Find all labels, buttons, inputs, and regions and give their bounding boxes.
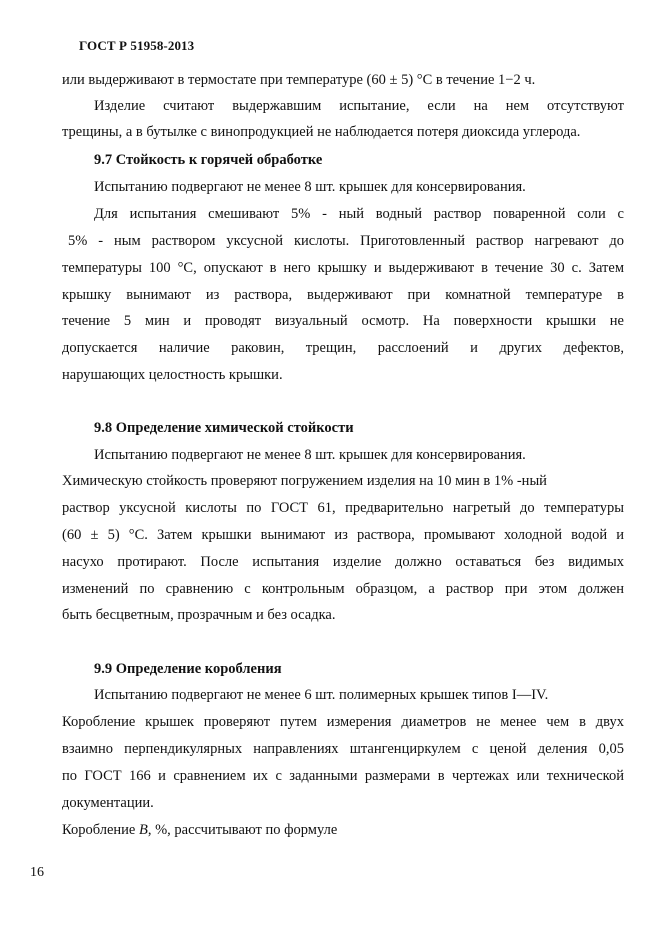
text-line: Испытанию подвергают не менее 8 шт. крышек для консервирования. [94, 447, 526, 463]
text-line: Испытанию подвергают не менее 8 шт. крышек для консервирования. [94, 179, 526, 195]
text-line: Испытанию подвергают не менее 6 шт. полимерных крышек типов I—IV. [94, 687, 549, 703]
formula-intro-line [62, 820, 624, 840]
text-line: быть бесцветным, прозрачным и без осадка. [62, 607, 336, 623]
page-number: 16 [30, 865, 44, 880]
text-line: течение 5 мин и проводят визуальный осмотр. На поверхности крышки не [62, 313, 624, 329]
text-line: или выдерживают в термостате при температуре (60 ± 5) °С в течение 1−2 ч. [62, 72, 536, 88]
text-line: раствор уксусной кислоты по ГОСТ 61, предварительно нагретый до температуры [62, 500, 624, 516]
text-line: насухо протирают. После испытания изделие должно оставаться без видимых [62, 554, 624, 570]
section-heading: 9.7 Стойкость к горячей обработке [94, 152, 323, 168]
document-header: ГОСТ Р 51958-2013 [79, 38, 195, 53]
section-heading: 9.9 Определение коробления [94, 661, 282, 677]
section-heading: 9.8 Определение химической стойкости [94, 420, 354, 436]
text-line: допускается наличие раковин, трещин, расслоений и других дефектов, [62, 340, 624, 356]
text-line: нарушающих целостность крышки. [62, 367, 283, 383]
formula-variable: B [138, 822, 148, 838]
text-line: Для испытания смешивают 5% - ный водный раствор поваренной соли с [94, 206, 624, 222]
text-line: температуры 100 °С, опускают в него крышку и выдерживают в течение 30 с. Затем [62, 260, 624, 276]
text-line: (60 ± 5) °С. Затем крышки вынимают из раствора, промывают холодной водой и [62, 527, 624, 543]
text-fragment: , %, рассчитывают по формуле [147, 822, 338, 838]
text-line: Химическую стойкость проверяют погружением изделия на 10 мин в 1% -ный [62, 473, 547, 489]
text-line: трещины, а в бутылке с винопродукцией не наблюдается потеря диоксида углерода. [62, 124, 581, 140]
text-line: Коробление крышек проверяют путем измерения диаметров не менее чем в двух [62, 714, 624, 730]
text-line: по ГОСТ 166 и сравнением их с заданными размерами в чертежах или технической [62, 768, 624, 784]
text-line: изменений по сравнению с контрольным образцом, а раствор при этом должен [62, 581, 624, 597]
text-line: 5% - ным раствором уксусной кислоты. Приготовленный раствор нагревают до [68, 233, 624, 249]
text-line: взаимно перпендикулярных направлениях штангенциркулем с ценой деления 0,05 [62, 741, 624, 757]
text-line: документации. [62, 795, 154, 811]
text-fragment: Коробление [62, 822, 139, 838]
text-line: Изделие считают выдержавшим испытание, если на нем отсутствуют [94, 98, 624, 114]
text-line: крышку вынимают из раствора, выдерживают при комнатной температуре в [62, 287, 624, 303]
